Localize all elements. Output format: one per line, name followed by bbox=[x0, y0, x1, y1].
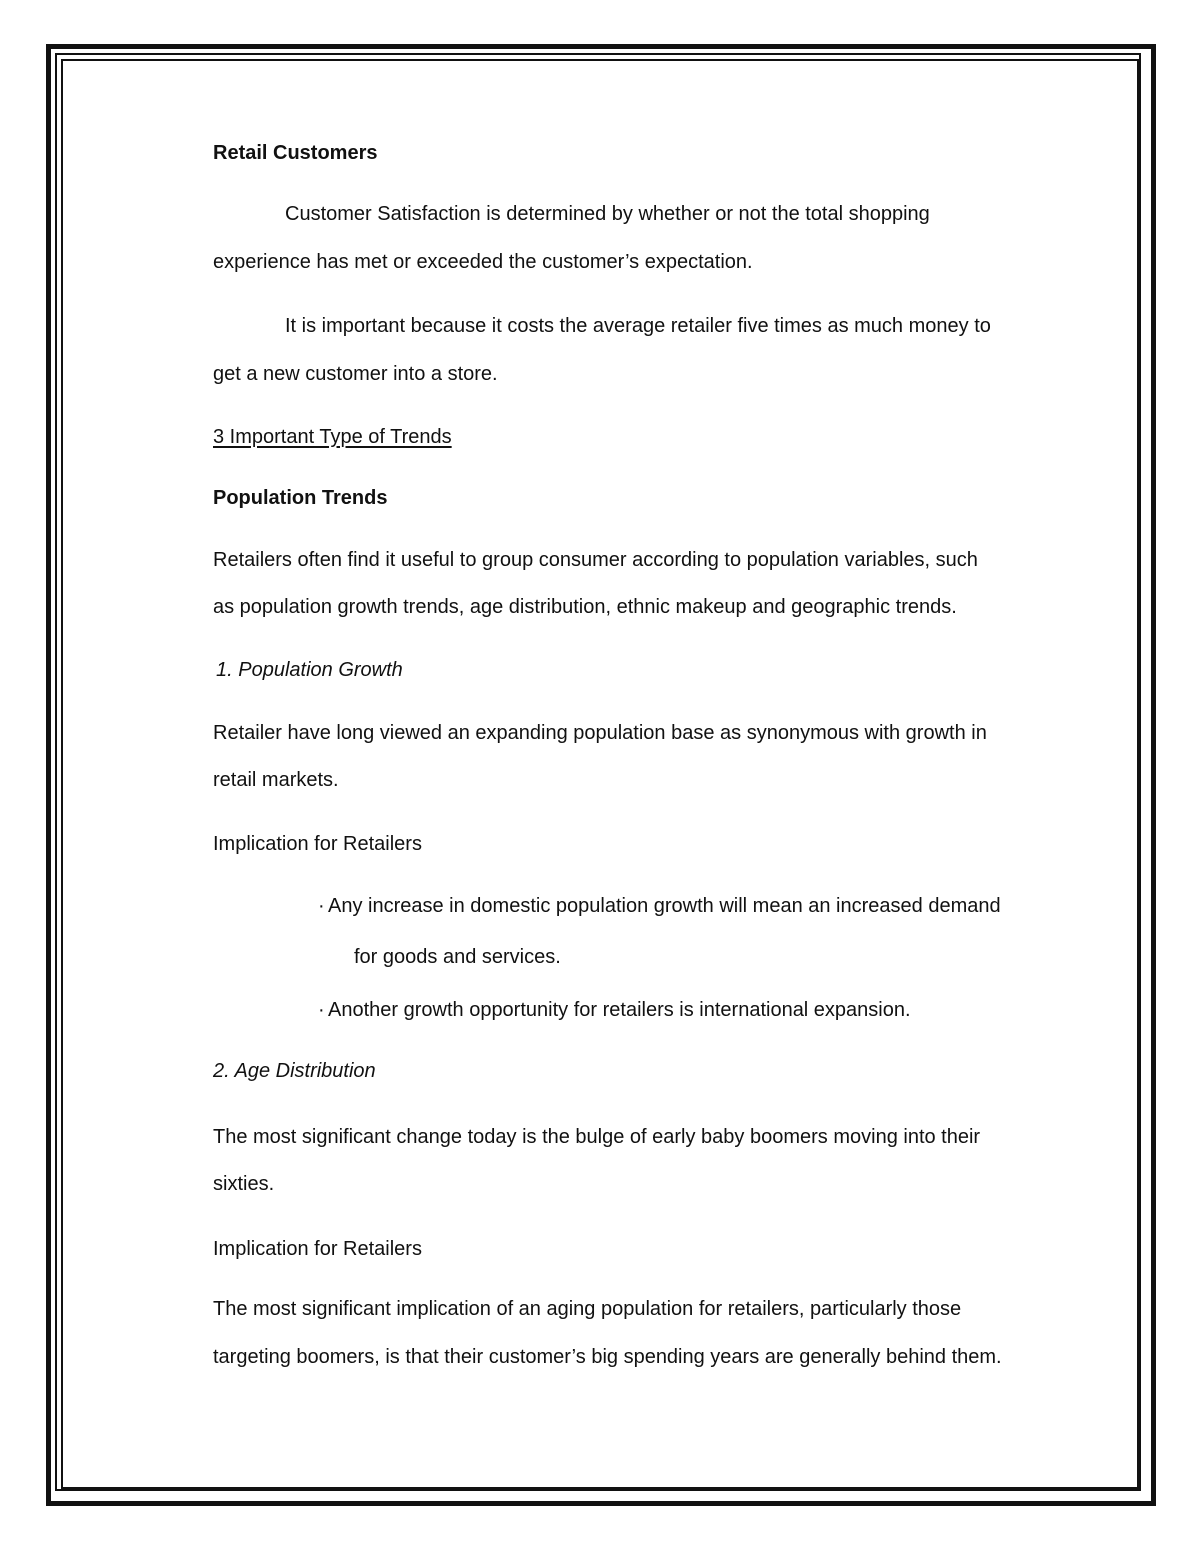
population-trends-heading: Population Trends bbox=[213, 487, 388, 509]
bullet-dot-icon: · bbox=[318, 895, 325, 917]
population-growth-heading: 1. Population Growth bbox=[216, 659, 403, 681]
aging-paragraph-line-2: targeting boomers, is that their customer’s big spending years are generally behind them. bbox=[213, 1346, 1002, 1368]
document-title: Retail Customers bbox=[213, 142, 378, 164]
paragraph-satisfaction-line-1: Customer Satisfaction is determined by whether or not the total shopping bbox=[285, 203, 930, 225]
age-paragraph-line-2: sixties. bbox=[213, 1173, 275, 1195]
growth-paragraph-line-1: Retailer have long viewed an expanding population base as synonymous with growth in bbox=[213, 722, 987, 744]
bullet-item-1-text: Any increase in domestic population growth will mean an increased demand bbox=[328, 895, 1001, 917]
aging-paragraph-line-1: The most significant implication of an aging population for retailers, particularly those bbox=[213, 1298, 962, 1320]
bullet-item-1-continuation: for goods and services. bbox=[354, 946, 561, 968]
age-distribution-heading: 2. Age Distribution bbox=[213, 1060, 376, 1082]
implication-label-1: Implication for Retailers bbox=[213, 833, 422, 855]
trends-heading: 3 Important Type of Trends bbox=[213, 426, 452, 448]
implication-label-2: Implication for Retailers bbox=[213, 1238, 422, 1260]
bullet-item-2 bbox=[318, 998, 911, 1022]
age-paragraph-line-1: The most significant change today is the bulge of early baby boomers moving into their bbox=[213, 1126, 981, 1148]
growth-paragraph-line-2: retail markets. bbox=[213, 769, 339, 791]
population-paragraph-line-2: as population growth trends, age distribution, ethnic makeup and geographic trends. bbox=[213, 596, 957, 618]
bullet-item-2-text: Another growth opportunity for retailers is international expansion. bbox=[328, 999, 911, 1021]
paragraph-satisfaction-line-2: experience has met or exceeded the customer’s expectation. bbox=[213, 251, 753, 273]
bullet-dot-icon: · bbox=[318, 999, 325, 1021]
population-paragraph-line-1: Retailers often find it useful to group consumer according to population variables, such bbox=[213, 549, 978, 571]
paragraph-importance-line-2: get a new customer into a store. bbox=[213, 363, 498, 385]
paragraph-importance-line-1: It is important because it costs the average retailer five times as much money to bbox=[285, 315, 991, 337]
bullet-item-1 bbox=[318, 894, 1001, 918]
